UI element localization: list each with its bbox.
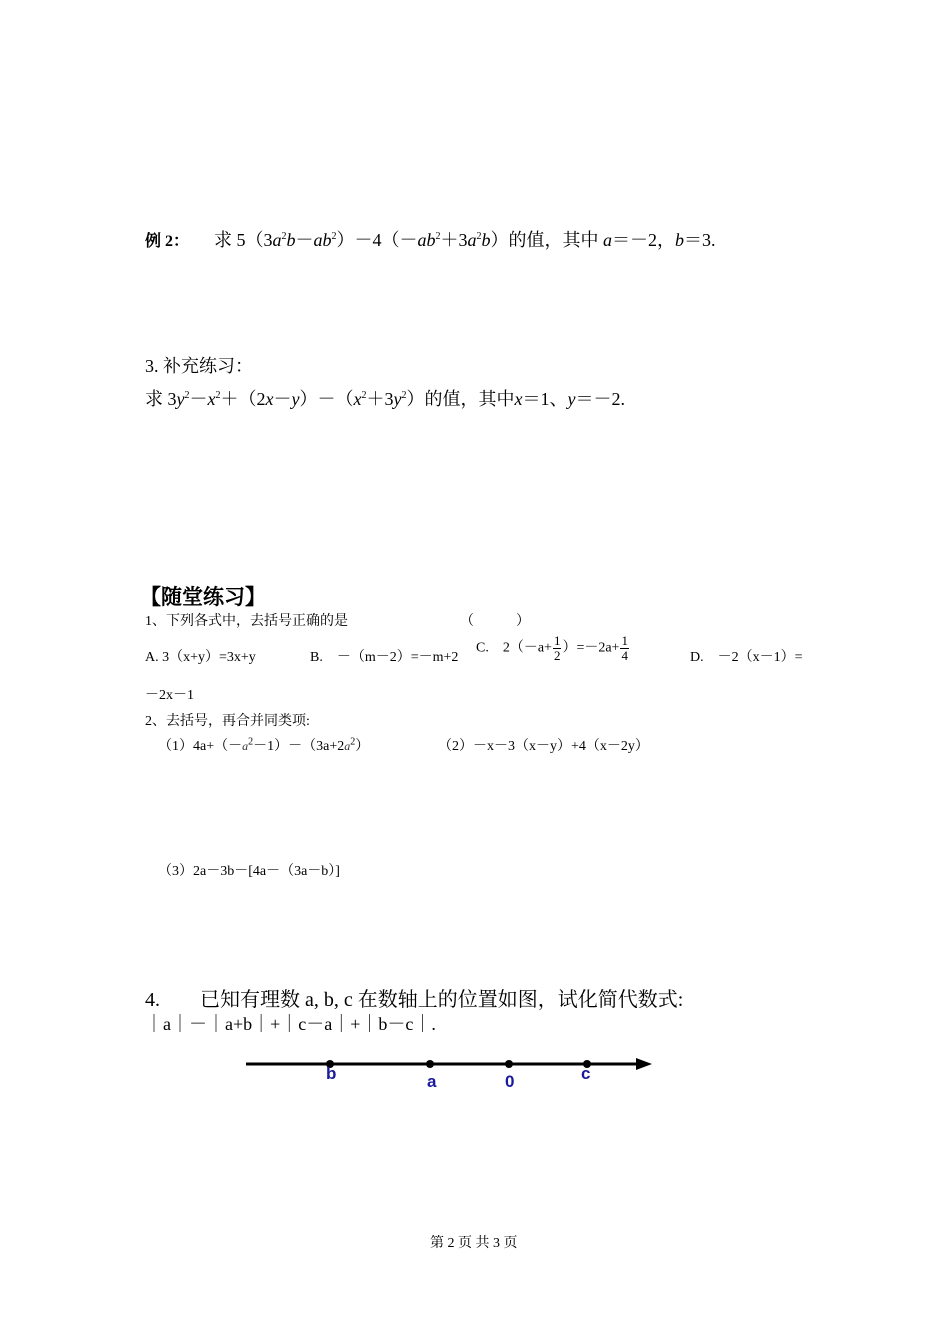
example2-label: 例 2： (145, 233, 190, 250)
q4-line1: 4. 已知有理数 a, b, c 在数轴上的位置如图，试化简代数式: (145, 989, 684, 1011)
point-a (426, 1060, 434, 1068)
option-c: C. 2（－a+ $\frac{1}{2}$ ）=－2a+ $\frac{1}{4}$ (476, 633, 628, 663)
number-line (244, 1054, 664, 1074)
supplement-title: 3. 补充练习： (145, 356, 253, 376)
q4-line2: ｜a｜－｜a+b｜+｜c－a｜+｜b－c｜. (145, 1014, 436, 1034)
practice-heading: 【随堂练习】 (140, 585, 266, 609)
fraction-half: $\frac{1}{2}$ (553, 633, 561, 663)
option-d-cont: －2x－1 (145, 688, 194, 703)
q2-text: 2、去括号，再合并同类项: (145, 714, 310, 729)
fraction-quarter: $\frac{1}{4}$ (621, 633, 628, 663)
label-zero: 0 (505, 1072, 515, 1091)
supplement-problem: 求 $3y^2-x^2+(2x-y)-(x^2+3y^2)$的值，其中x＝1、y＝－2. (145, 389, 625, 409)
option-b: B. －（m－2）=－m+2 (310, 650, 459, 665)
q1-blank: （ ） (460, 614, 530, 629)
example2-line: 例 2： 求 $5(3a^2b-ab^2)-4(-ab^2+3a^2b)$的值，其中 a＝－2，b＝3. (145, 230, 716, 250)
q2-part3: （3）2a－3b－[4a－（3a－b）] (158, 864, 340, 879)
arrow-right-icon (636, 1058, 652, 1070)
q1-text: 1、下列各式中，去括号正确的是 (145, 614, 348, 629)
label-a: a (427, 1072, 437, 1091)
q2-part2: （2）－x－3（x－y）+4（x－2y） (438, 739, 649, 754)
page-footer: 第 2 页 共 3 页 (430, 1236, 518, 1251)
option-a: A. 3（x+y）=3x+y (145, 650, 256, 665)
point-zero (505, 1060, 513, 1068)
label-c: c (581, 1064, 591, 1083)
option-d: D. －2（x－1）= (690, 650, 803, 665)
label-b: b (326, 1064, 337, 1083)
q2-part1: $(1)4a+(-a^2-1)-(3a+2a^2)$ (158, 736, 370, 754)
